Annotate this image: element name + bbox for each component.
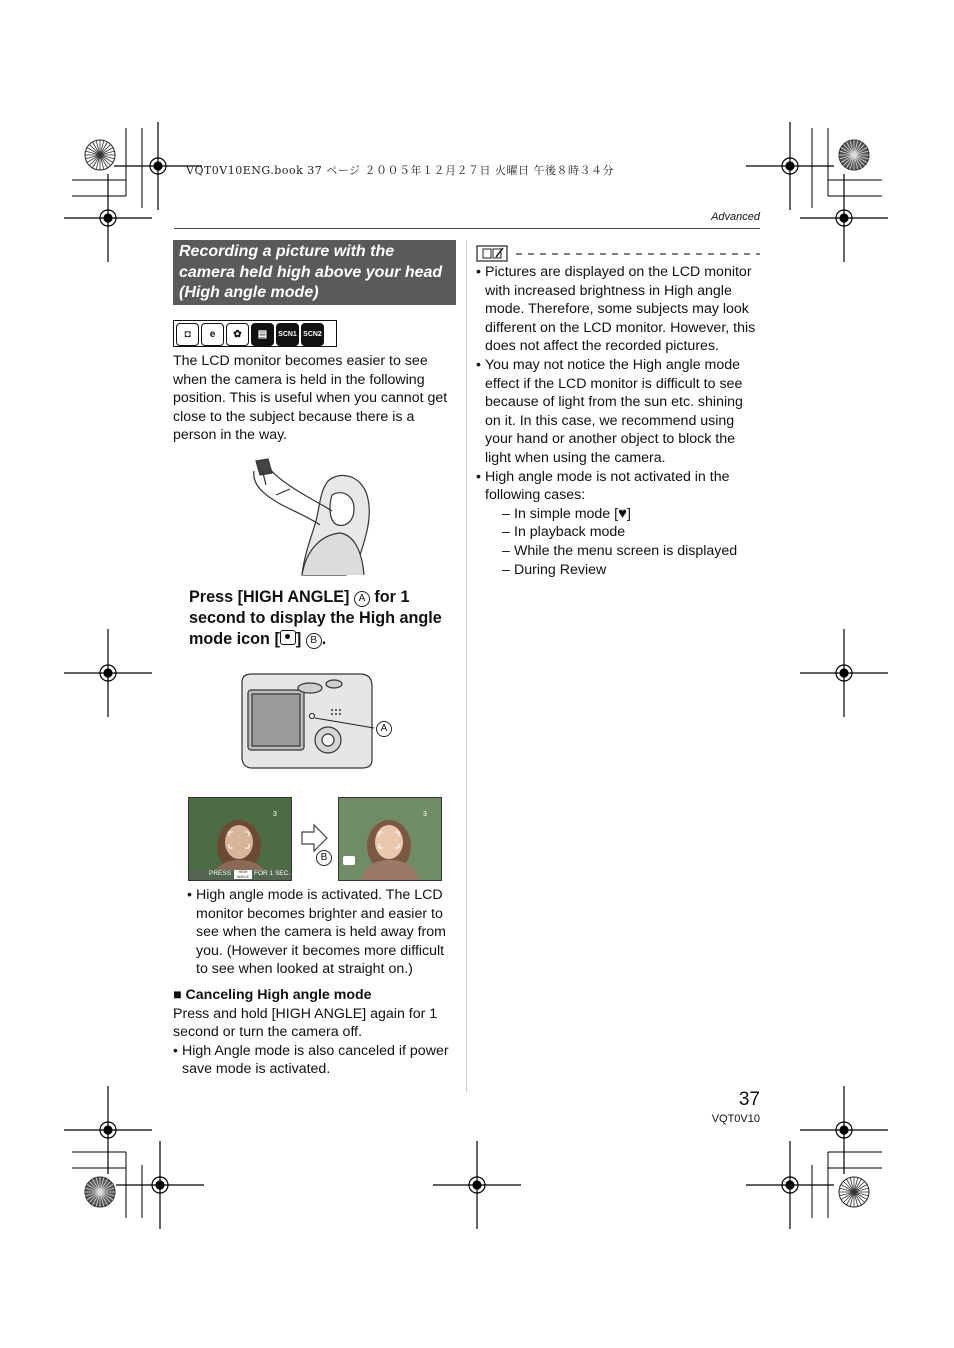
label-b-marker: B — [306, 633, 322, 649]
page-number: 37 — [738, 1089, 760, 1110]
notes-list — [476, 263, 762, 579]
camera-mode-icon: ◘ — [176, 323, 199, 346]
case-item: – During Review — [502, 561, 607, 578]
heading-line-2: camera held high above your head — [179, 263, 443, 281]
note-item: • You may not notice the High angle mode effect if the LCD monitor is difficult to see because of light from the sun etc. shining on it. In this case, we recommend using your hand or another object to block the light when using the camera. — [476, 356, 743, 466]
cancel-bullet: High Angle mode is also canceled if power save mode is activated. — [182, 1042, 449, 1078]
high-angle-icon — [280, 630, 296, 645]
case-item: – In playback mode — [502, 524, 626, 541]
cancel-title: ■ Canceling High angle mode — [173, 987, 372, 1003]
mode-icons-row — [173, 320, 337, 347]
lcd-before-counter: 3 — [273, 811, 277, 818]
case-item: – While the menu screen is displayed — [502, 542, 738, 559]
scene2-mode-icon: SCN2 — [301, 323, 324, 346]
heart-icon: ♥ — [618, 504, 627, 522]
note-icon — [476, 244, 760, 264]
camera-label-a: A — [376, 721, 392, 737]
lcd-press-text: PRESS — [209, 870, 232, 877]
economy-mode-icon: e — [201, 323, 224, 346]
macro-mode-icon: ✿ — [226, 323, 249, 346]
arrow-right-icon — [300, 823, 330, 853]
camera-back-illustration — [236, 668, 396, 770]
scene1-mode-icon: SCN1 — [276, 323, 299, 346]
notes-header — [476, 244, 760, 264]
person-holding-camera-illustration — [242, 455, 394, 577]
section-heading — [173, 240, 456, 305]
header-rule — [174, 228, 760, 229]
print-header: VQT0V10ENG.book 37 ページ ２００５年１２月２７日 火曜日 午後８時３４分 — [186, 164, 614, 177]
label-a-marker: A — [354, 591, 370, 607]
heading-line-1: Recording a picture with the — [179, 243, 395, 260]
lcd-high-angle-button: HIGH ANGLE — [234, 870, 252, 879]
document-code: VQT0V10 — [711, 1113, 760, 1125]
section-label: Advanced — [711, 211, 760, 223]
note-item: • High angle mode is not activated in the following cases: — [476, 468, 730, 504]
note-item: • Pictures are displayed on the LCD monitor with increased brightness in High angle mode. Therefore, some subjects may look different on the LCD monitor. However, this does not affect the recorded pictures. — [476, 264, 756, 355]
lcd-after-counter: 3 — [423, 811, 427, 818]
motion-picture-mode-icon: ▤ — [251, 323, 274, 346]
lcd-for-text: FOR 1 SEC. — [254, 870, 291, 877]
lcd-screen-after — [338, 797, 442, 881]
activated-bullet: • High angle mode is activated. The LCD monitor becomes brighter and easier to see when the camera is held away from you. (However it becomes more difficult to see when looked at straight on.) — [187, 887, 446, 978]
instruction-text: Press [HIGH ANGLE] A for 1 second to display the High angle mode icon [ ] B . — [189, 588, 442, 648]
cancel-text: Press and hold [HIGH ANGLE] again for 1 second or turn the camera off. — [173, 1005, 438, 1041]
intro-text: The LCD monitor becomes easier to see when the camera is held in the following position. This is useful when you cannot get close to the subject because there is a person in the way. — [173, 353, 448, 444]
cancel-section: ■ Canceling High angle mode Press and hold [HIGH ANGLE] again for 1 second or turn the camera off. • High Angle mode is also canceled if power save mode is activated. — [173, 986, 457, 1079]
lcd-label-b: B — [316, 850, 332, 866]
column-divider — [466, 240, 467, 1092]
case-item: – In simple mode [♥] — [502, 504, 631, 522]
heading-line-3: (High angle mode) — [179, 284, 319, 301]
lcd-screen-before — [188, 797, 292, 881]
